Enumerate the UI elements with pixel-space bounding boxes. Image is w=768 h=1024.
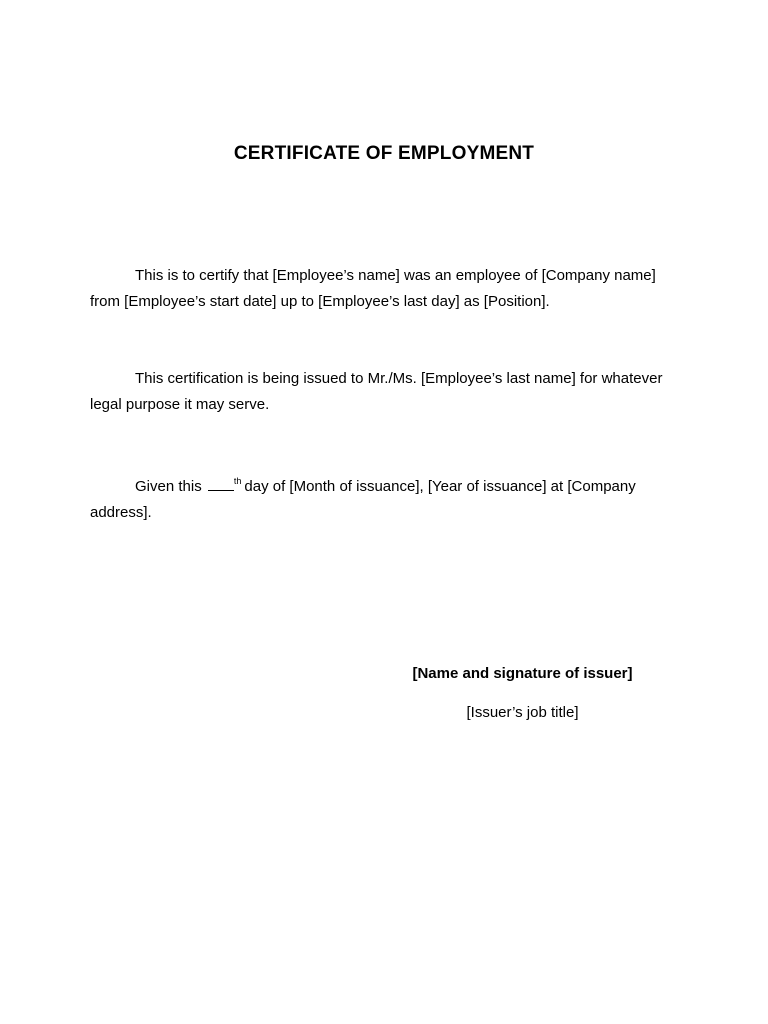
issuer-signature-line: [Name and signature of issuer]	[412, 665, 633, 682]
day-blank-line	[208, 478, 234, 491]
issuance-paragraph	[90, 468, 680, 526]
document-title: CERTIFICATE OF EMPLOYMENT	[233, 143, 535, 164]
issuer-job-title: [Issuer’s job title]	[466, 704, 579, 721]
issuance-rest-text: day of [Month of issuance], [Year of issuance] at [Company address].	[90, 478, 636, 521]
certification-paragraph: This is to certify that [Employee’s name] was an employee of [Company name] from [Employee’s start date] up to [Employee’s last day] as [Position].	[90, 267, 656, 310]
issuance-intro-text: Given this	[135, 478, 206, 495]
ordinal-suffix: th	[233, 476, 242, 486]
purpose-paragraph: This certification is being issued to Mr./Ms. [Employee’s last name] for whatever legal purpose it may serve.	[90, 370, 663, 413]
